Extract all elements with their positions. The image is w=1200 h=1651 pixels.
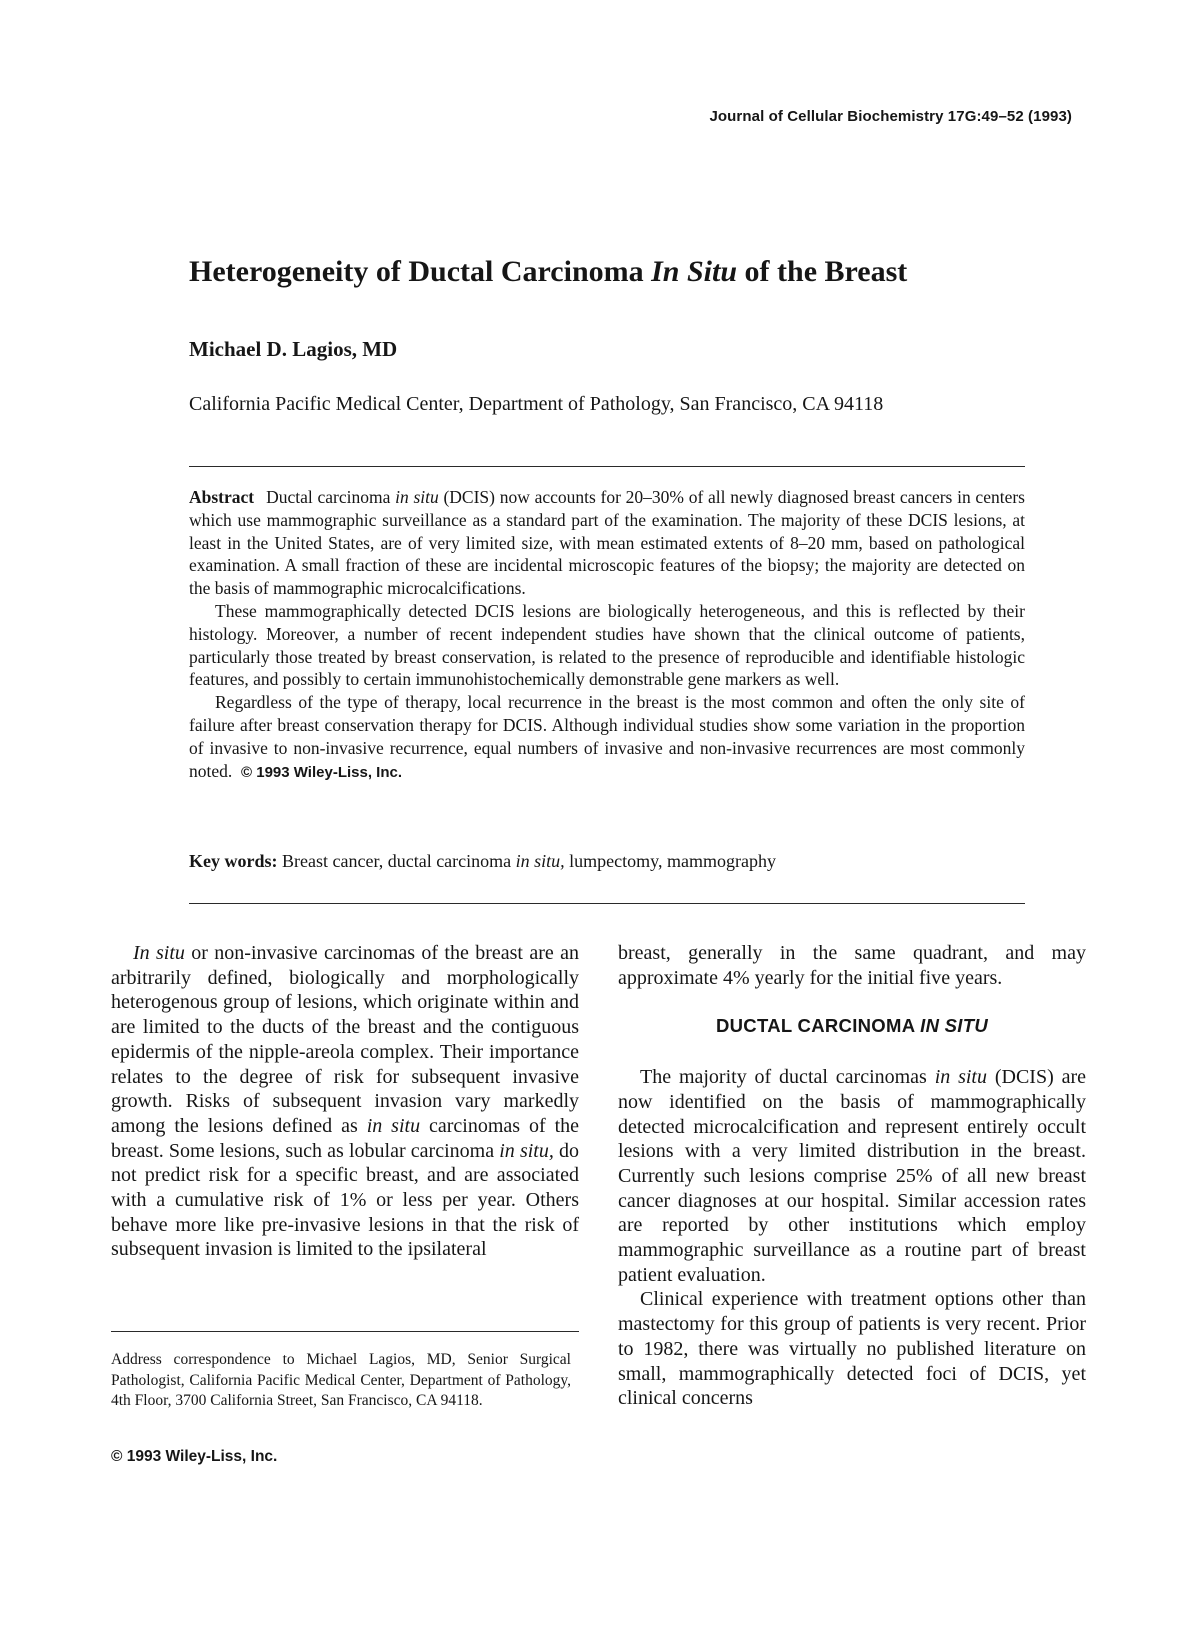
keywords-text: lumpectomy, mammography (564, 851, 776, 871)
title-part: Heterogeneity of Ductal Carcinoma (189, 255, 652, 288)
keywords-text: Breast cancer, ductal carcinoma (277, 851, 516, 871)
body-paragraph (111, 941, 579, 1262)
body-column-right (618, 941, 1086, 1411)
abstract-paragraph (189, 691, 1025, 784)
abstract-italic: in situ (395, 487, 439, 507)
footnote-divider (111, 1331, 579, 1332)
body-italic: in situ, (499, 1139, 554, 1162)
author-affiliation: California Pacific Medical Center, Department of Pathology, San Francisco, CA 94118 (189, 393, 884, 415)
body-text: do not predict risk for a specific breast, and are associated with a cumulative risk of 1% or less per year. Others behave more like pre-invasive lesions in that the risk of subsequent invasion is limited to the ipsilateral (111, 1139, 580, 1261)
author-name: Michael D. Lagios, MD (189, 337, 398, 361)
heading-text: DUCTAL CARCINOMA (715, 1015, 921, 1037)
section-heading (618, 1014, 1086, 1039)
abstract-label: Abstract (189, 487, 255, 507)
abstract-paragraph: These mammographically detected DCIS lesions are biologically heterogeneous, and this is reflected by their histology. Moreover, a number of recent independent studies have shown that the clinical outcome of patients, particularly those treated by breast conservation, is related to the presence of reproducible and identifiable histologic features, and possibly to certain immunohistochemically demonstrable gene markers as well. (189, 600, 1025, 690)
divider-bottom (189, 903, 1025, 904)
body-paragraph: Clinical experience with treatment options other than mastectomy for this group of patients is very recent. Prior to 1982, there was virtually no published literature on small, mammographically detected foci of DCIS, yet clinical concerns (618, 1288, 1086, 1410)
body-paragraph: breast, generally in the same quadrant, and may approximate 4% yearly for the initial five years. (618, 942, 1086, 989)
keywords (189, 851, 776, 872)
running-head: Journal of Cellular Biochemistry 17G:49–52 (1993) (709, 108, 1072, 125)
body-text: The majority of ductal carcinomas (640, 1066, 935, 1089)
correspondence-footnote: Address correspondence to Michael Lagios, MD, Senior Surgical Pathologist, California Pacific Medical Center, Department of Pathology, 4th Floor, 3700 California Street, San Francisco, CA 94118. (111, 1351, 571, 1410)
divider-top (189, 466, 1025, 467)
abstract-copyright: © 1993 Wiley-Liss, Inc. (241, 763, 403, 781)
body-paragraph (618, 1065, 1086, 1287)
abstract-text: Regardless of the type of therapy, local recurrence in the breast is the most common and often the only site of failure after breast conservation therapy for DCIS. Although individual studies show some variation in the proportion of invasive to non-invasive recurrence, equal numbers of invasive and non-invasive recurrences are most commonly noted. (189, 692, 1025, 781)
abstract-paragraph (189, 486, 1025, 600)
title-part: of the Breast (737, 255, 908, 288)
body-column-left (111, 941, 579, 1262)
body-italic: in situ (934, 1066, 987, 1089)
abstract-text: (DCIS) now accounts for 20–30% of all newly diagnosed breast cancers in centers which use mammographic surveillance as a standard part of the examination. The majority of these DCIS lesions, at least in the United States, are of very limited size, with mean estimated extents of 8–20 mm, based on pathological examination. A small fraction of these are incidental microscopic features of the biopsy; the majority are detected on the basis of mammographic microcalcifications. (189, 487, 1025, 599)
footer-copyright: © 1993 Wiley-Liss, Inc. (111, 1448, 278, 1465)
abstract-text: Ductal carcinoma (266, 487, 396, 507)
body-text: (DCIS) are now identified on the basis of mammographically detected microcalcification and represent entirely occult lesions with a very limited distribution in the breast. Currently such lesions comprise 25% of all new breast cancer diagnoses at our hospital. Similar accession rates are reported by other institutions which employ mammographic surveillance as a routine part of breast patient evaluation. (618, 1066, 1086, 1286)
article-title (189, 255, 907, 289)
abstract (189, 486, 1025, 784)
body-italic: In situ (133, 942, 185, 964)
body-text: or non-invasive carcinomas of the breast are an arbitrarily defined, biologically and morphologically heterogenous group of lesions, which originate within and are limited to the ducts of the breast and the contiguous epidermis of the nipple-areola complex. Their importance relates to the degree of risk for subsequent invasive growth. Risks of subsequent invasion vary markedly among the lesions defined as (111, 942, 579, 1137)
keywords-label: Key words: (189, 851, 278, 871)
heading-italic: IN SITU (920, 1015, 989, 1037)
keywords-italic: in situ, (515, 851, 565, 871)
body-text: carcinomas of the breast. Some lesions, such as lobular carcinoma (111, 1114, 580, 1162)
title-italic: In Situ (651, 255, 738, 288)
body-italic: in situ (366, 1114, 421, 1137)
